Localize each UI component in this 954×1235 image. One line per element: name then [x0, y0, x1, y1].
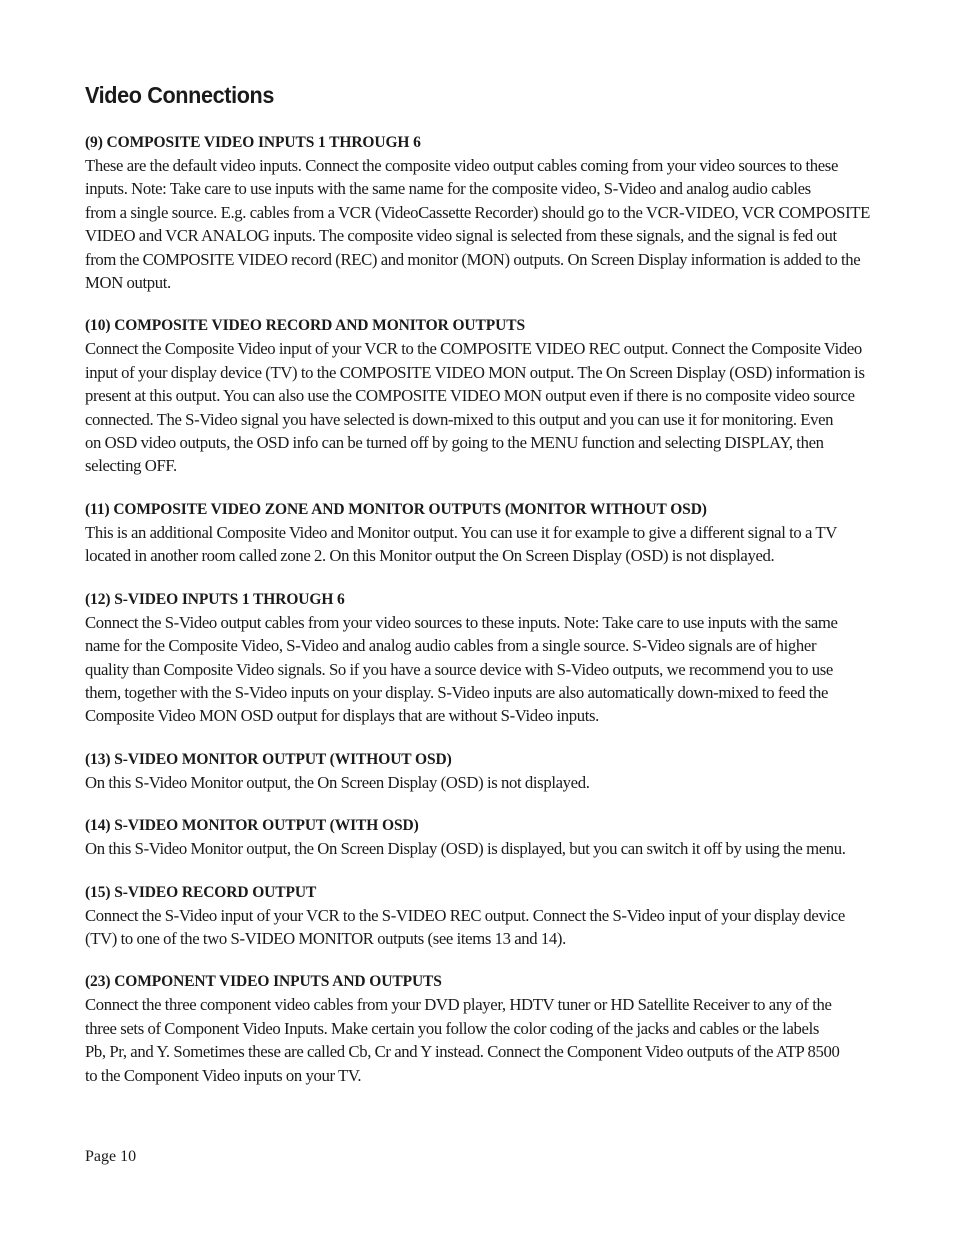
body-line: them, together with the S-Video inputs on your display. S-Video inputs are also automatically down-mixed to feed the	[85, 682, 829, 702]
body-line: to the Component Video inputs on your TV.	[85, 1065, 362, 1085]
body-line: (TV) to one of the two S-VIDEO MONITOR outputs (see items 13 and 14).	[85, 928, 566, 948]
section-component-video	[85, 971, 875, 1087]
body-line: This is an additional Composite Video and Monitor output. You can use it for example to give a different signal to a TV	[85, 522, 837, 542]
section-heading: (12) S-VIDEO INPUTS 1 THROUGH 6	[85, 590, 345, 608]
body-line: Pb, Pr, and Y. Sometimes these are called Cb, Cr and Y instead. Connect the Component Video outputs of the ATP 8500	[85, 1042, 840, 1062]
section-heading: (23) COMPONENT VIDEO INPUTS AND OUTPUTS	[85, 973, 442, 991]
section-body	[85, 521, 875, 568]
body-line: on OSD video outputs, the OSD info can be turned off by going to the MENU function and selecting DISPLAY, then	[85, 433, 824, 453]
body-line: These are the default video inputs. Connect the composite video output cables coming from your video sources to these	[85, 156, 838, 175]
section-heading: (13) S-VIDEO MONITOR OUTPUT (WITHOUT OSD)	[85, 750, 452, 768]
section-composite-video-record-monitor	[85, 315, 875, 477]
section-heading: (10) COMPOSITE VIDEO RECORD AND MONITOR OUTPUTS	[85, 317, 525, 335]
page-title: Video Connections	[85, 82, 275, 108]
page-number: Page 10	[85, 1148, 137, 1165]
body-line: connected. The S-Video signal you have selected is down-mixed to this output and you can use it for monitoring. Even	[85, 409, 834, 429]
body-line: name for the Composite Video, S-Video and analog audio cables from a single source. S-Video signals are of higher	[85, 636, 817, 656]
body-line: Connect the S-Video input of your VCR to the S-VIDEO REC output. Connect the S-Video input of your display device	[85, 905, 845, 925]
body-line: inputs. Note: Take care to use inputs with the same name for the composite video, S-Video and analog audio cables	[85, 179, 811, 199]
section-body	[85, 337, 875, 477]
section-s-video-monitor-without-osd	[85, 749, 875, 794]
section-composite-video-zone	[85, 499, 875, 568]
body-line: Connect the three component video cables from your DVD player, HDTV tuner or HD Satellite Receiver to any of the	[85, 995, 832, 1015]
section-body	[85, 837, 875, 860]
body-line: three sets of Component Video Inputs. Make certain you follow the color coding of the jacks and cables or the labels	[85, 1018, 820, 1038]
body-line: from a single source. E.g. cables from a VCR (VideoCassette Recorder) should go to the VCR-VIDEO, VCR COMPOSITE	[85, 202, 870, 222]
section-heading: (9) COMPOSITE VIDEO INPUTS 1 THROUGH 6	[85, 134, 421, 151]
section-s-video-record-output	[85, 882, 875, 951]
section-body	[85, 904, 875, 951]
body-line: On this S-Video Monitor output, the On Screen Display (OSD) is not displayed.	[85, 772, 590, 792]
section-body	[85, 771, 875, 794]
body-line: present at this output. You can also use the COMPOSITE VIDEO MON output even if there is no composite video source	[85, 386, 855, 406]
section-heading: (11) COMPOSITE VIDEO ZONE AND MONITOR OUTPUTS (MONITOR WITHOUT OSD)	[85, 500, 707, 518]
body-line: from the COMPOSITE VIDEO record (REC) and monitor (MON) outputs. On Screen Display information is added to the	[85, 249, 861, 269]
section-s-video-inputs	[85, 589, 875, 728]
body-line: Connect the S-Video output cables from your video sources to these inputs. Note: Take care to use inputs with the same	[85, 612, 838, 632]
body-line: On this S-Video Monitor output, the On Screen Display (OSD) is displayed, but you can switch it off by using the menu.	[85, 839, 846, 859]
body-line: MON output.	[85, 273, 171, 293]
section-heading: (15) S-VIDEO RECORD OUTPUT	[85, 883, 317, 901]
body-line: VIDEO and VCR ANALOG inputs. The composite video signal is selected from these signals, and the signal is fed out	[85, 226, 837, 246]
body-line: selecting OFF.	[85, 456, 177, 476]
body-line: Connect the Composite Video input of your VCR to the COMPOSITE VIDEO REC output. Connect the Composite Video	[85, 339, 862, 359]
document-page	[85, 80, 875, 1108]
body-line: Composite Video MON OSD output for displays that are without S-Video inputs.	[85, 706, 599, 726]
body-line: quality than Composite Video signals. So if you have a source device with S-Video outputs, we recommend you to use	[85, 659, 833, 679]
body-line: input of your display device (TV) to the COMPOSITE VIDEO MON output. The On Screen Display (OSD) information is	[85, 362, 865, 382]
section-body	[85, 611, 875, 728]
section-s-video-monitor-with-osd	[85, 815, 875, 860]
section-body	[85, 993, 875, 1087]
section-body	[85, 154, 875, 294]
section-heading: (14) S-VIDEO MONITOR OUTPUT (WITH OSD)	[85, 817, 419, 835]
body-line: located in another room called zone 2. On this Monitor output the On Screen Display (OSD) is not displayed.	[85, 546, 775, 566]
section-composite-video-inputs	[85, 132, 875, 294]
